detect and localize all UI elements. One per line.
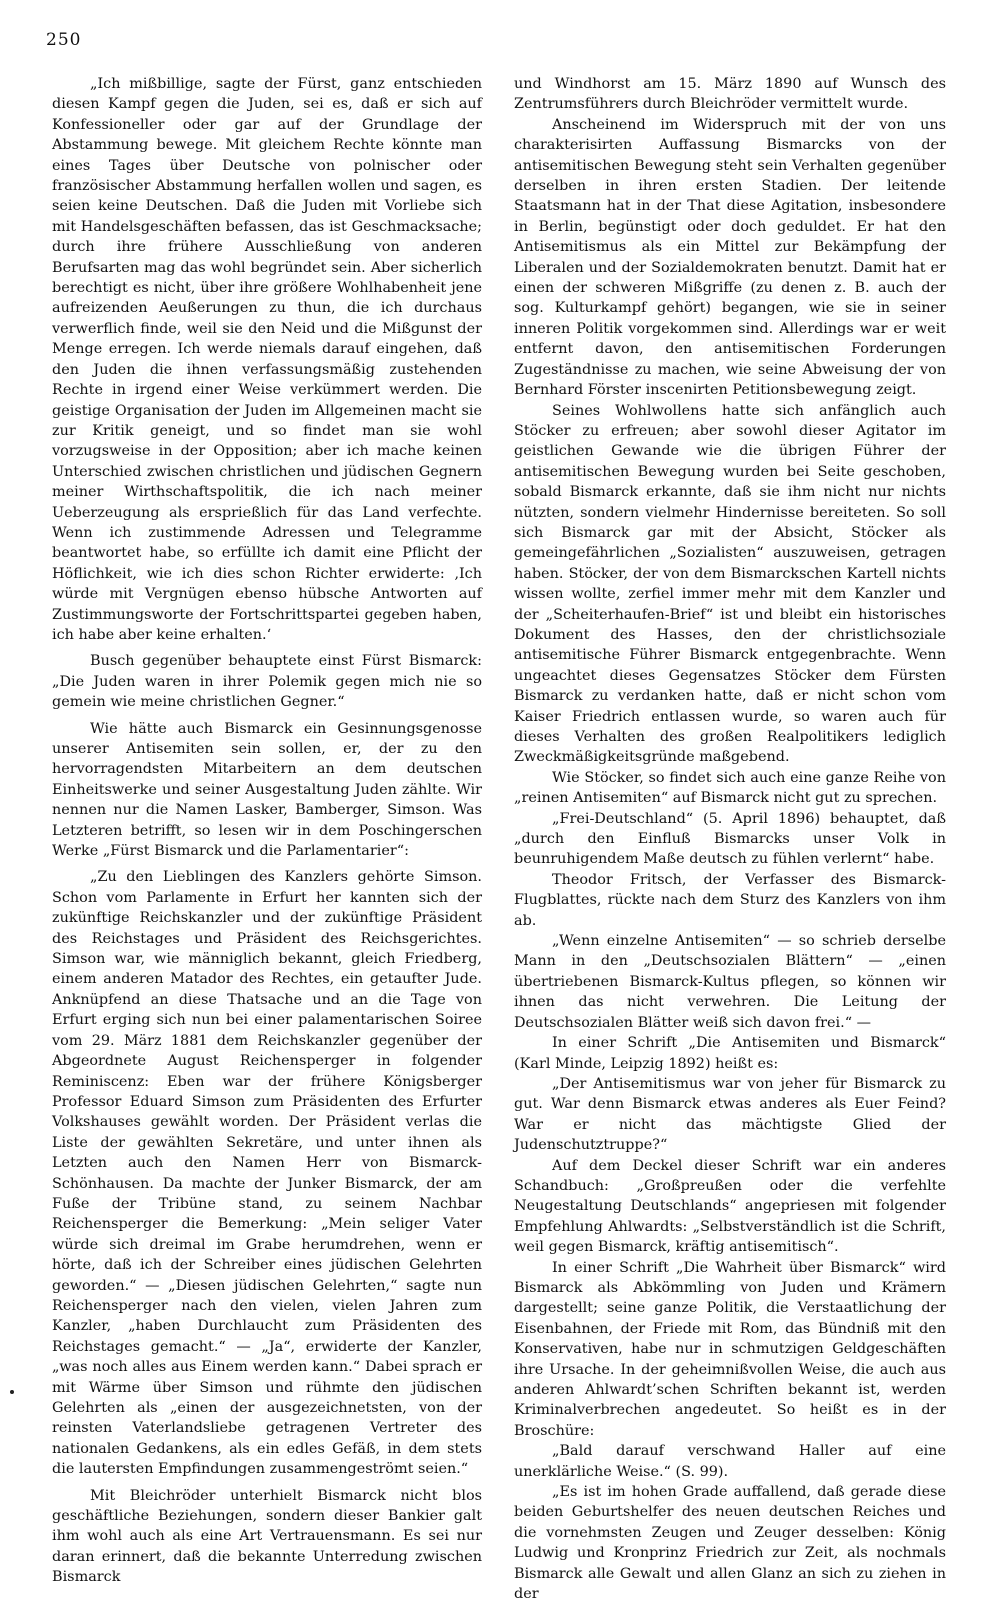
paragraph: und Windhorst am 15. März 1890 auf Wunsch des Zentrumsführers durch Bleichröder vermittelt wurde. xyxy=(514,76,946,113)
paragraph: In einer Schrift „Die Wahrheit über Bismarck“ wird Bismarck als Abkömmling von Juden und Krämern dargestellt; seine ganze Politik, die Verstaatlichung der Eisenbahnen, der Friede mit Rom, das Bündniß mit den Konservativen, habe nur in schmutzigen Geldgeschäften ihre Ursache. In der geheimnißvollen Weise, die auch aus anderen Ahlwardt’schen Schriften bekannt ist, werden Kriminalverbrechen angedeutet. So heißt es in der Broschüre: xyxy=(514,1259,946,1439)
right-column xyxy=(514,74,946,1604)
paragraph: „Frei-Deutschland“ (5. April 1896) behauptet, daß „durch den Einfluß Bismarcks unser Volk in beunruhigendem Maße deutsch zu fühlen verlernt“ habe. xyxy=(514,810,946,868)
paragraph: Auf dem Deckel dieser Schrift war ein anderes Schandbuch: „Großpreußen oder die verfehlte Neugestaltung Deutschlands“ angepriesen mit folgender Empfehlung Ahlwardts: „Selbstverständlich ist die Schrift, weil gegen Bismarck, kräftig antisemitisch“. xyxy=(514,1157,946,1256)
paragraph: „Es ist im hohen Grade auffallend, daß gerade diese beiden Geburtshelfer des neuen deutschen Reiches und die vornehmsten Zeugen und Zeuger desselben: König Ludwig und Kronprinz Friedrich zur Zeit, als nochmals Bismarck alle Gewalt und allen Glanz an sich zu ziehen in der xyxy=(514,1484,946,1603)
paragraph: „Zu den Lieblingen des Kanzlers gehörte Simson. Schon vom Parlamente in Erfurt her kannten sich der zukünftige Reichskanzler und der zukünftige Präsident des Reichstages und Präsident des Reichsgerichtes. Simson war, wie männiglich bekannt, gleich Friedberg, einem anderen Matador des Rechtes, ein getaufter Jude. Anknüpfend an diese Thatsache und an die Tage von Erfurt erging sich nun bei einer palamentarischen Soiree vom 29. März 1881 dem Reichskanzler gegenüber der Abgeordnete August Reichensperger in folgender Reminiscenz: Eben war der frühere Königsberger Professor Eduard Simson zum Präsidenten des Erfurter Volkshauses gewählt worden. Der Präsident verlas die Liste der gewählten Sekretäre, und unter ihnen als Letzten auch den Namen Herr von Bismarck-Schönhausen. Da machte der Junker Bismarck, der am Fuße der Tribüne stand, zu seinem Nachbar Reichensperger die Bemerkung: „Mein seliger Vater würde sich dreimal im Grabe herumdrehen, wenn er hörte, daß ich der Schreiber eines jüdischen Gelehrten geworden.“ — „Diesen jüdischen Gelehrten,“ sagte nun Reichensperger nach den vielen, vielen Jahren zum Kanzler, „haben Durchlaucht zum Präsidenten des Reichstages gemacht.“ — „Ja“, erwiderte der Kanzler, „was noch alles aus Einem werden kann.“ Dabei sprach er mit Wärme über Simson und rühmte den jüdischen Gelehrten als „einen der ausgezeichnetsten, von der reinsten Vaterlandsliebe getragenen Vertreter des nationalen Gedankens, als ein edles Gefäß, in dem stets die lautersten Empfindungen zusammengeströmt seien.“ xyxy=(52,869,482,1478)
paragraph: Wie hätte auch Bismarck ein Gesinnungsgenosse unserer Antisemiten sein sollen, er, der zu den hervorragendsten Mitarbeitern an dem deutschen Einheitswerke und seiner Ausgestaltung Juden zählte. Wir nennen nur die Namen Lasker, Bamberger, Simson. Was Letzteren betrifft, so lesen wir in dem Poschingerschen Werke „Fürst Bismarck und die Parlamentarier“: xyxy=(52,720,482,860)
left-column xyxy=(52,74,482,1588)
paragraph: „Ich mißbillige, sagte der Fürst, ganz entschieden diesen Kampf gegen die Juden, sei es, daß er sich auf Konfessioneller oder gar auf der Grundlage der Abstammung bewege. Mit gleichem Rechte könnte man eines Tages über Deutsche von polnischer oder französischer Abstammung herfallen wollen und sagen, es seien keine Deutschen. Daß die Juden mit Vorliebe sich mit Handelsgeschäften befassen, das ist Geschmacksache; durch ihre frühere Ausschließung von anderen Berufsarten mag das wohl begründet sein. Aber sicherlich berechtigt es nicht, über ihre größere Wohlhabenheit jene aufreizenden Aeußerungen zu thun, die ich durchaus verwerflich finde, weil sie den Neid und die Mißgunst der Menge erregen. Ich werde niemals darauf eingehen, daß den Juden die ihnen verfassungsmäßig zustehenden Rechte in irgend einer Weise verkümmert werden. Die geistige Organisation der Juden im Allgemeinen macht sie zur Kritik geneigt, und so findet man sie wohl vorzugsweise in der Opposition; aber ich mache keinen Unterschied zwischen christlichen und jüdischen Gegnern meiner Wirthschaftspolitik, die ich nach meiner Ueberzeugung als ersprießlich für das Land verfechte. Wenn ich zustimmende Adressen und Telegramme beantwortet habe, so erfüllte ich damit eine Pflicht der Höflichkeit, wie ich dies schon Richter erwiderte: ‚Ich würde mit Vergnügen ebenso hübsche Antworten auf Zustimmungsworte der Fortschrittspartei gegeben haben, ich habe aber keine erhalten.‘ xyxy=(52,76,482,643)
paragraph: „Der Antisemitismus war von jeher für Bismarck zu gut. War denn Bismarck etwas anderes als Euer Feind? War er nicht das mächtigste Glied der Judenschutztruppe?“ xyxy=(514,1075,946,1154)
paragraph: Wie Stöcker, so findet sich auch eine ganze Reihe von „reinen Antisemiten“ auf Bismarck nicht gut zu sprechen. xyxy=(514,769,946,807)
paragraph: „Wenn einzelne Antisemiten“ — so schrieb derselbe Mann in den „Deutschsozialen Blättern“ — „einen übertriebenen Bismarck-Kultus pflegen, so können wir ihnen das nicht verwehren. Die Leitung der Deutschsozialen Blätter weiß sich davon frei.“ — xyxy=(514,933,946,1031)
paragraph: In einer Schrift „Die Antisemiten und Bismarck“ (Karl Minde, Leipzig 1892) heißt es: xyxy=(514,1035,946,1072)
speck-mark xyxy=(10,1390,14,1394)
paragraph: Seines Wohlwollens hatte sich anfänglich auch Stöcker zu erfreuen; aber sowohl dieser Agitator im geistlichen Gewande wie die übrigen Führer der antisemitischen Bewegung wurden bei Seite geschoben, sobald Bismarck erkannte, daß sie ihm nicht nur nichts nützten, sondern vielmehr Hindernisse bereiteten. So soll sich Bismarck gar mit der Absicht, Stöcker als gemeingefährlichen „Sozialisten“ auszuweisen, getragen haben. Stöcker, der von dem Bismarckschen Kartell nichts wissen wollte, zerfiel immer mehr mit dem Kanzler und der „Scheiterhaufen-Brief“ ist und bleibt ein historisches Dokument des Hasses, den der christlichsoziale antisemitische Führer Bismarck entgegenbrachte. Wenn ungeachtet dieses Gegensatzes Stöcker dem Fürsten Bismarck zu verdanken hatte, daß er nicht schon vom Kaiser Friedrich entlassen wurde, so waren auch für dieses Verhalten des großen Realpolitikers lediglich Zweckmäßigkeitsgründe maßgebend. xyxy=(514,402,946,766)
paragraph: „Bald darauf verschwand Haller auf eine unerklärliche Weise.“ (S. 99). xyxy=(514,1443,946,1480)
paragraph: Busch gegenüber behauptete einst Fürst Bismarck: „Die Juden waren in ihrer Polemik gegen mich nie so gemein wie meine christlichen Gegner.“ xyxy=(52,653,482,711)
paragraph: Mit Bleichröder unterhielt Bismarck nicht blos geschäftliche Beziehungen, sondern dieser Bankier galt ihm wohl auch als eine Art Vertrauensmann. Es sei nur daran erinnert, daß die bekannte Unterredung zwischen Bismarck xyxy=(52,1487,482,1586)
paragraph: Anscheinend im Widerspruch mit der von uns charakterisirten Auffassung Bismarcks von der antisemitischen Bewegung steht sein Verhalten gegenüber derselben in ihren ersten Stadien. Der leitende Staatsmann hat in der That diese Agitation, insbesondere in Berlin, begünstigt oder doch geduldet. Er hat den Antisemitismus als ein Mittel zur Bekämpfung der Liberalen und der Sozialdemokraten benutzt. Damit hat er einen der schweren Mißgriffe (zu denen z. B. auch der sog. Kulturkampf gehört) begangen, wie sie in seiner inneren Politik vorgekommen sind. Allerdings war er weit entfernt davon, den antisemitischen Forderungen Zugeständnisse zu machen, wie seine Abweisung der von Bernhard Förster inscenirten Petitionsbewegung zeigt. xyxy=(514,116,946,399)
page-number: 250 xyxy=(46,30,82,50)
paragraph: Theodor Fritsch, der Verfasser des Bismarck-Flugblattes, rückte nach dem Sturz des Kanzlers von ihm ab. xyxy=(514,871,946,929)
